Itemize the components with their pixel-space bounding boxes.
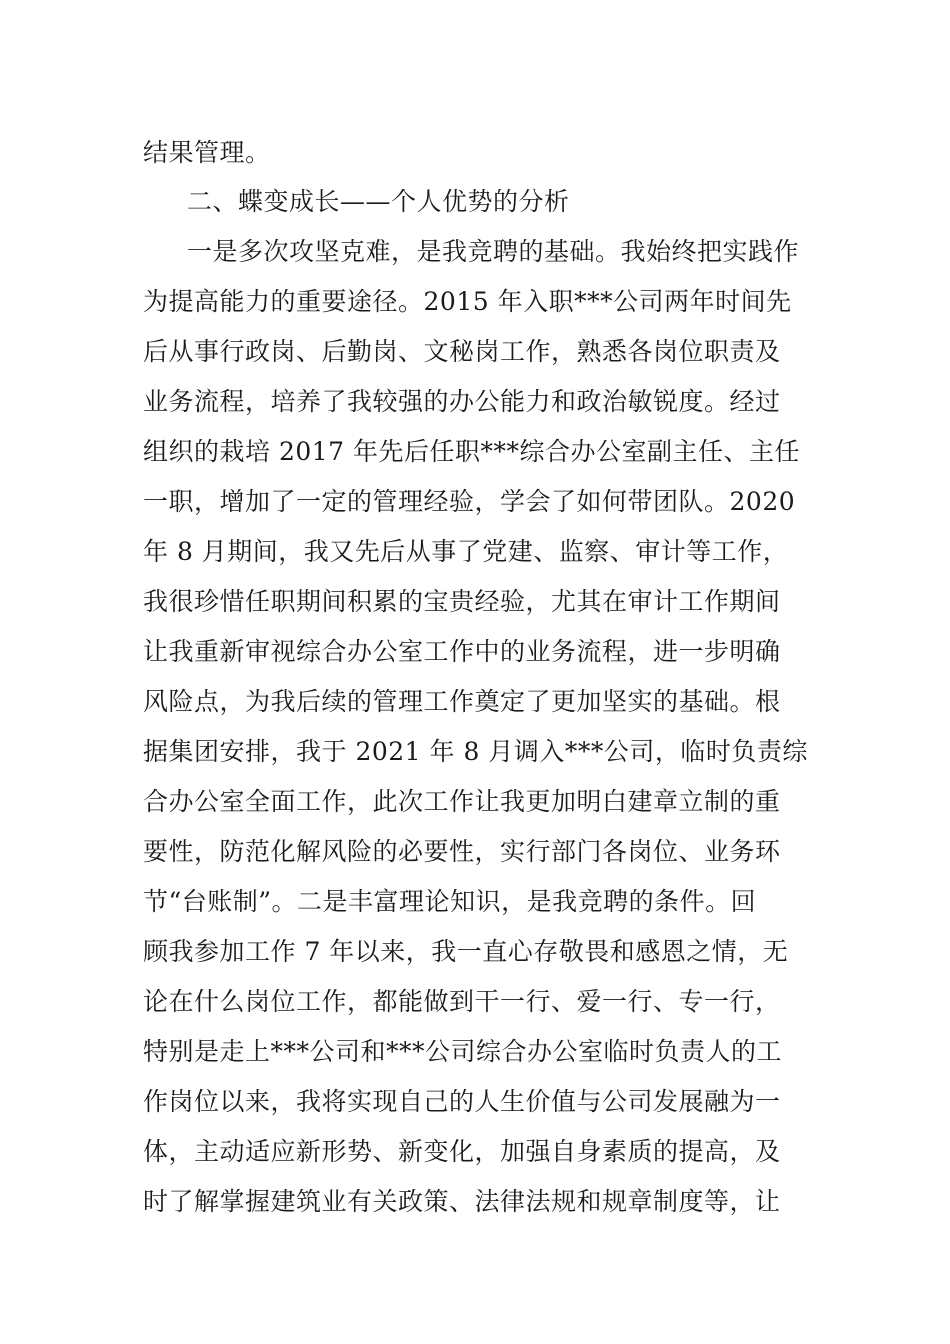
text-line: 业务流程，培养了我较强的办公能力和政治敏锐度。经过 xyxy=(143,387,781,416)
text-line: 年 8 月期间，我又先后从事了党建、监察、审计等工作， xyxy=(143,537,789,566)
text-line: 据集团安排，我于 2021 年 8 月调入***公司，临时负责综 xyxy=(143,737,808,766)
text-line: 顾我参加工作 7 年以来，我一直心存敬畏和感恩之情，无 xyxy=(143,937,789,966)
text-line: 合办公室全面工作，此次工作让我更加明白建章立制的重 xyxy=(143,787,781,816)
text-line: 一职，增加了一定的管理经验，学会了如何带团队。2020 xyxy=(143,487,796,516)
text-line: 体，主动适应新形势、新变化，加强自身素质的提高，及 xyxy=(143,1137,781,1166)
text-line: 后从事行政岗、后勤岗、文秘岗工作，熟悉各岗位职责及 xyxy=(143,337,781,366)
text-line: 我很珍惜任职期间积累的宝贵经验，尤其在审计工作期间 xyxy=(143,587,781,616)
text-line: 风险点，为我后续的管理工作奠定了更加坚实的基础。根 xyxy=(143,687,781,716)
section-heading: 二、蝶变成长——个人优势的分析 xyxy=(187,187,570,216)
text-line: 节“台账制”。二是丰富理论知识，是我竞聘的条件。回 xyxy=(143,887,757,916)
text-line: 作岗位以来，我将实现自己的人生价值与公司发展融为一 xyxy=(143,1087,781,1116)
text-line: 为提高能力的重要途径。2015 年入职***公司两年时间先 xyxy=(143,287,792,316)
text-line: 论在什么岗位工作，都能做到干一行、爱一行、专一行， xyxy=(143,987,781,1016)
text-line: 让我重新审视综合办公室工作中的业务流程，进一步明确 xyxy=(143,637,781,666)
text-line: 要性，防范化解风险的必要性，实行部门各岗位、业务环 xyxy=(143,837,781,866)
text-line: 时了解掌握建筑业有关政策、法律法规和规章制度等，让 xyxy=(143,1187,781,1216)
text-line: 特别是走上***公司和***公司综合办公室临时负责人的工 xyxy=(143,1037,783,1066)
paragraph-first-line: 一是多次攻坚克难，是我竞聘的基础。我始终把实践作 xyxy=(187,237,800,266)
text-line: 组织的栽培 2017 年先后任职***综合办公室副主任、主任 xyxy=(143,437,801,466)
text-line: 结果管理。 xyxy=(143,138,271,167)
